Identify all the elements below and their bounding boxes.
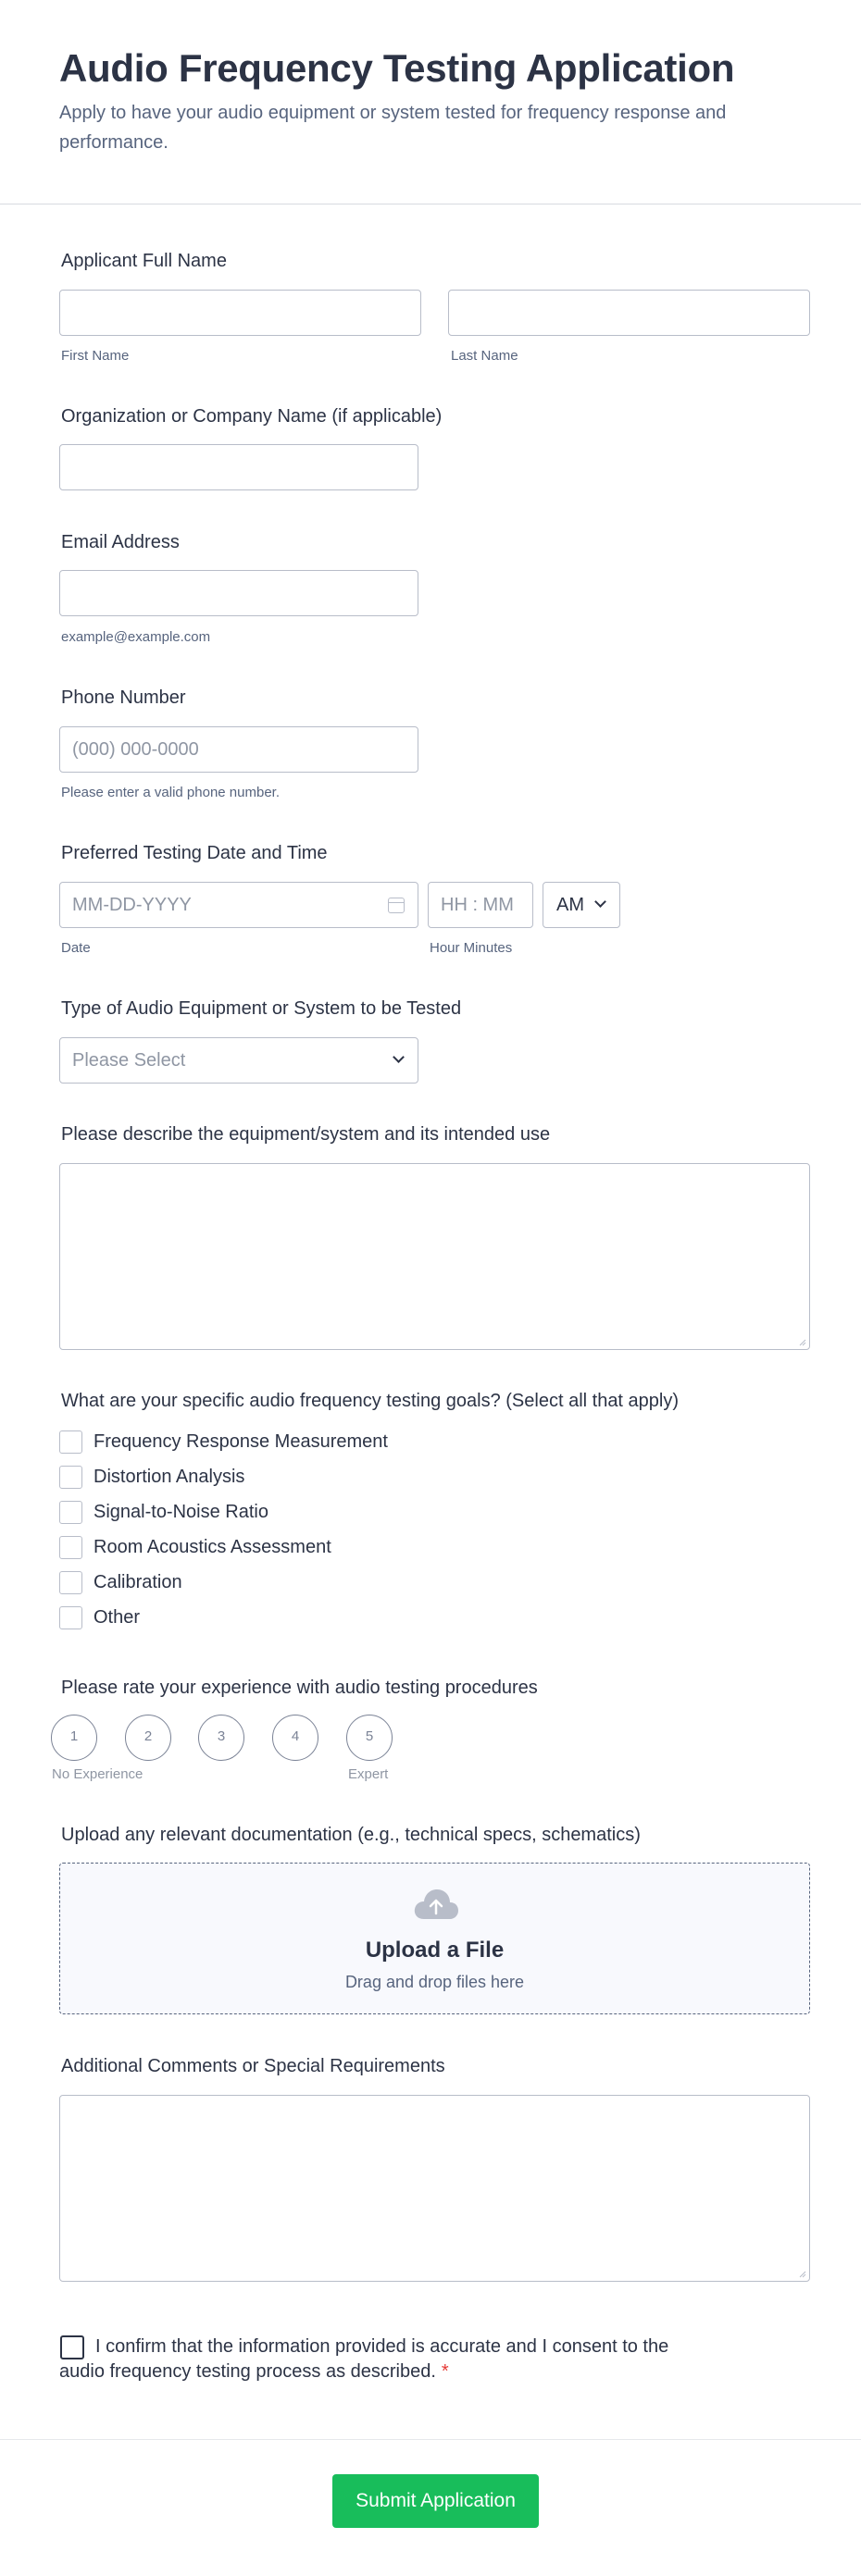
goal-checkbox[interactable] bbox=[59, 1430, 82, 1454]
rating-value: 5 bbox=[365, 1728, 374, 1744]
last-name-input[interactable] bbox=[448, 290, 810, 336]
required-asterisk: * bbox=[441, 2361, 449, 2382]
full-name-label: Applicant Full Name bbox=[61, 251, 227, 271]
equipment-type-label: Type of Audio Equipment or System to be Tested bbox=[61, 998, 462, 1019]
goal-checkbox[interactable] bbox=[59, 1571, 82, 1594]
comments-label: Additional Comments or Special Requirements bbox=[61, 2056, 445, 2076]
description-label: Please describe the equipment/system and its intended use bbox=[61, 1124, 551, 1145]
consent-checkbox[interactable] bbox=[60, 2335, 84, 2359]
equipment-type-placeholder: Please Select bbox=[72, 1050, 186, 1071]
cloud-upload-icon bbox=[413, 1888, 459, 1921]
rating-option-2[interactable] bbox=[125, 1715, 171, 1761]
upload-label: Upload any relevant documentation (e.g., technical specs, schematics) bbox=[61, 1825, 641, 1845]
rating-value: 3 bbox=[217, 1728, 226, 1744]
ampm-select[interactable] bbox=[543, 882, 620, 928]
last-name-sublabel: Last Name bbox=[451, 348, 518, 364]
upload-subtitle: Drag and drop files here bbox=[344, 1973, 525, 1991]
equipment-type-select[interactable] bbox=[59, 1037, 418, 1084]
first-name-input[interactable] bbox=[59, 290, 421, 336]
phone-input[interactable] bbox=[59, 726, 418, 773]
email-label: Email Address bbox=[61, 532, 180, 552]
rating-option-3[interactable] bbox=[198, 1715, 244, 1761]
email-input[interactable] bbox=[59, 570, 418, 616]
date-input[interactable] bbox=[59, 882, 418, 928]
calendar-icon[interactable] bbox=[388, 898, 405, 913]
resize-handle-icon[interactable] bbox=[797, 1337, 806, 1346]
rating-value: 1 bbox=[69, 1728, 79, 1744]
rating-option-4[interactable] bbox=[272, 1715, 318, 1761]
goal-option-label: Frequency Response Measurement bbox=[94, 1431, 388, 1452]
rating-max-label: Expert bbox=[348, 1766, 389, 1782]
description-textarea[interactable] bbox=[59, 1163, 810, 1350]
email-sublabel: example@example.com bbox=[61, 629, 211, 645]
chevron-down-icon bbox=[594, 896, 606, 908]
phone-label: Phone Number bbox=[61, 687, 186, 708]
consent-text-line1: I confirm that the information provided is accurate and I consent to the bbox=[95, 2336, 669, 2357]
date-sublabel: Date bbox=[61, 940, 91, 956]
rating-option-1[interactable] bbox=[51, 1715, 97, 1761]
rating-value: 4 bbox=[291, 1728, 300, 1744]
goal-option-label: Signal-to-Noise Ratio bbox=[94, 1502, 268, 1522]
first-name-sublabel: First Name bbox=[61, 348, 130, 364]
consent-text: audio frequency testing process as described. bbox=[59, 2361, 436, 2382]
goal-option-label: Distortion Analysis bbox=[94, 1467, 245, 1487]
rating-min-label: No Experience bbox=[52, 1766, 144, 1782]
phone-sublabel: Please enter a valid phone number. bbox=[61, 785, 280, 800]
form-title: Audio Frequency Testing Application bbox=[59, 46, 735, 90]
ampm-value: AM bbox=[556, 895, 584, 915]
organization-input[interactable] bbox=[59, 444, 418, 490]
time-placeholder: HH : MM bbox=[441, 895, 514, 915]
upload-title: Upload a File bbox=[365, 1938, 505, 1963]
rating-label: Please rate your experience with audio testing procedures bbox=[61, 1678, 538, 1698]
goals-label: What are your specific audio frequency testing goals? (Select all that apply) bbox=[61, 1391, 680, 1411]
goal-checkbox[interactable] bbox=[59, 1501, 82, 1524]
goal-option-label: Room Acoustics Assessment bbox=[94, 1537, 331, 1557]
form-subtitle: Apply to have your audio equipment or system tested for frequency response and performance. bbox=[59, 103, 727, 153]
form-header bbox=[0, 0, 861, 204]
goal-option-label: Other bbox=[94, 1607, 141, 1628]
rating-option-5[interactable] bbox=[346, 1715, 393, 1761]
submit-button[interactable]: Submit Application bbox=[332, 2474, 539, 2528]
rating-value: 2 bbox=[144, 1728, 153, 1744]
time-input[interactable] bbox=[428, 882, 533, 928]
consent-text-line2 bbox=[59, 2361, 449, 2383]
goal-option-label: Calibration bbox=[94, 1572, 182, 1592]
goal-checkbox[interactable] bbox=[59, 1536, 82, 1559]
datetime-label: Preferred Testing Date and Time bbox=[61, 843, 328, 863]
file-upload-dropzone[interactable] bbox=[59, 1863, 810, 2014]
time-sublabel: Hour Minutes bbox=[430, 940, 513, 956]
goal-checkbox[interactable] bbox=[59, 1606, 82, 1629]
chevron-down-icon bbox=[393, 1051, 405, 1063]
resize-handle-icon[interactable] bbox=[797, 2269, 806, 2278]
date-placeholder: MM-DD-YYYY bbox=[72, 895, 192, 915]
goal-checkbox[interactable] bbox=[59, 1466, 82, 1489]
comments-textarea[interactable] bbox=[59, 2095, 810, 2282]
organization-label: Organization or Company Name (if applicable) bbox=[61, 406, 443, 427]
phone-placeholder: (000) 000-0000 bbox=[72, 739, 199, 760]
